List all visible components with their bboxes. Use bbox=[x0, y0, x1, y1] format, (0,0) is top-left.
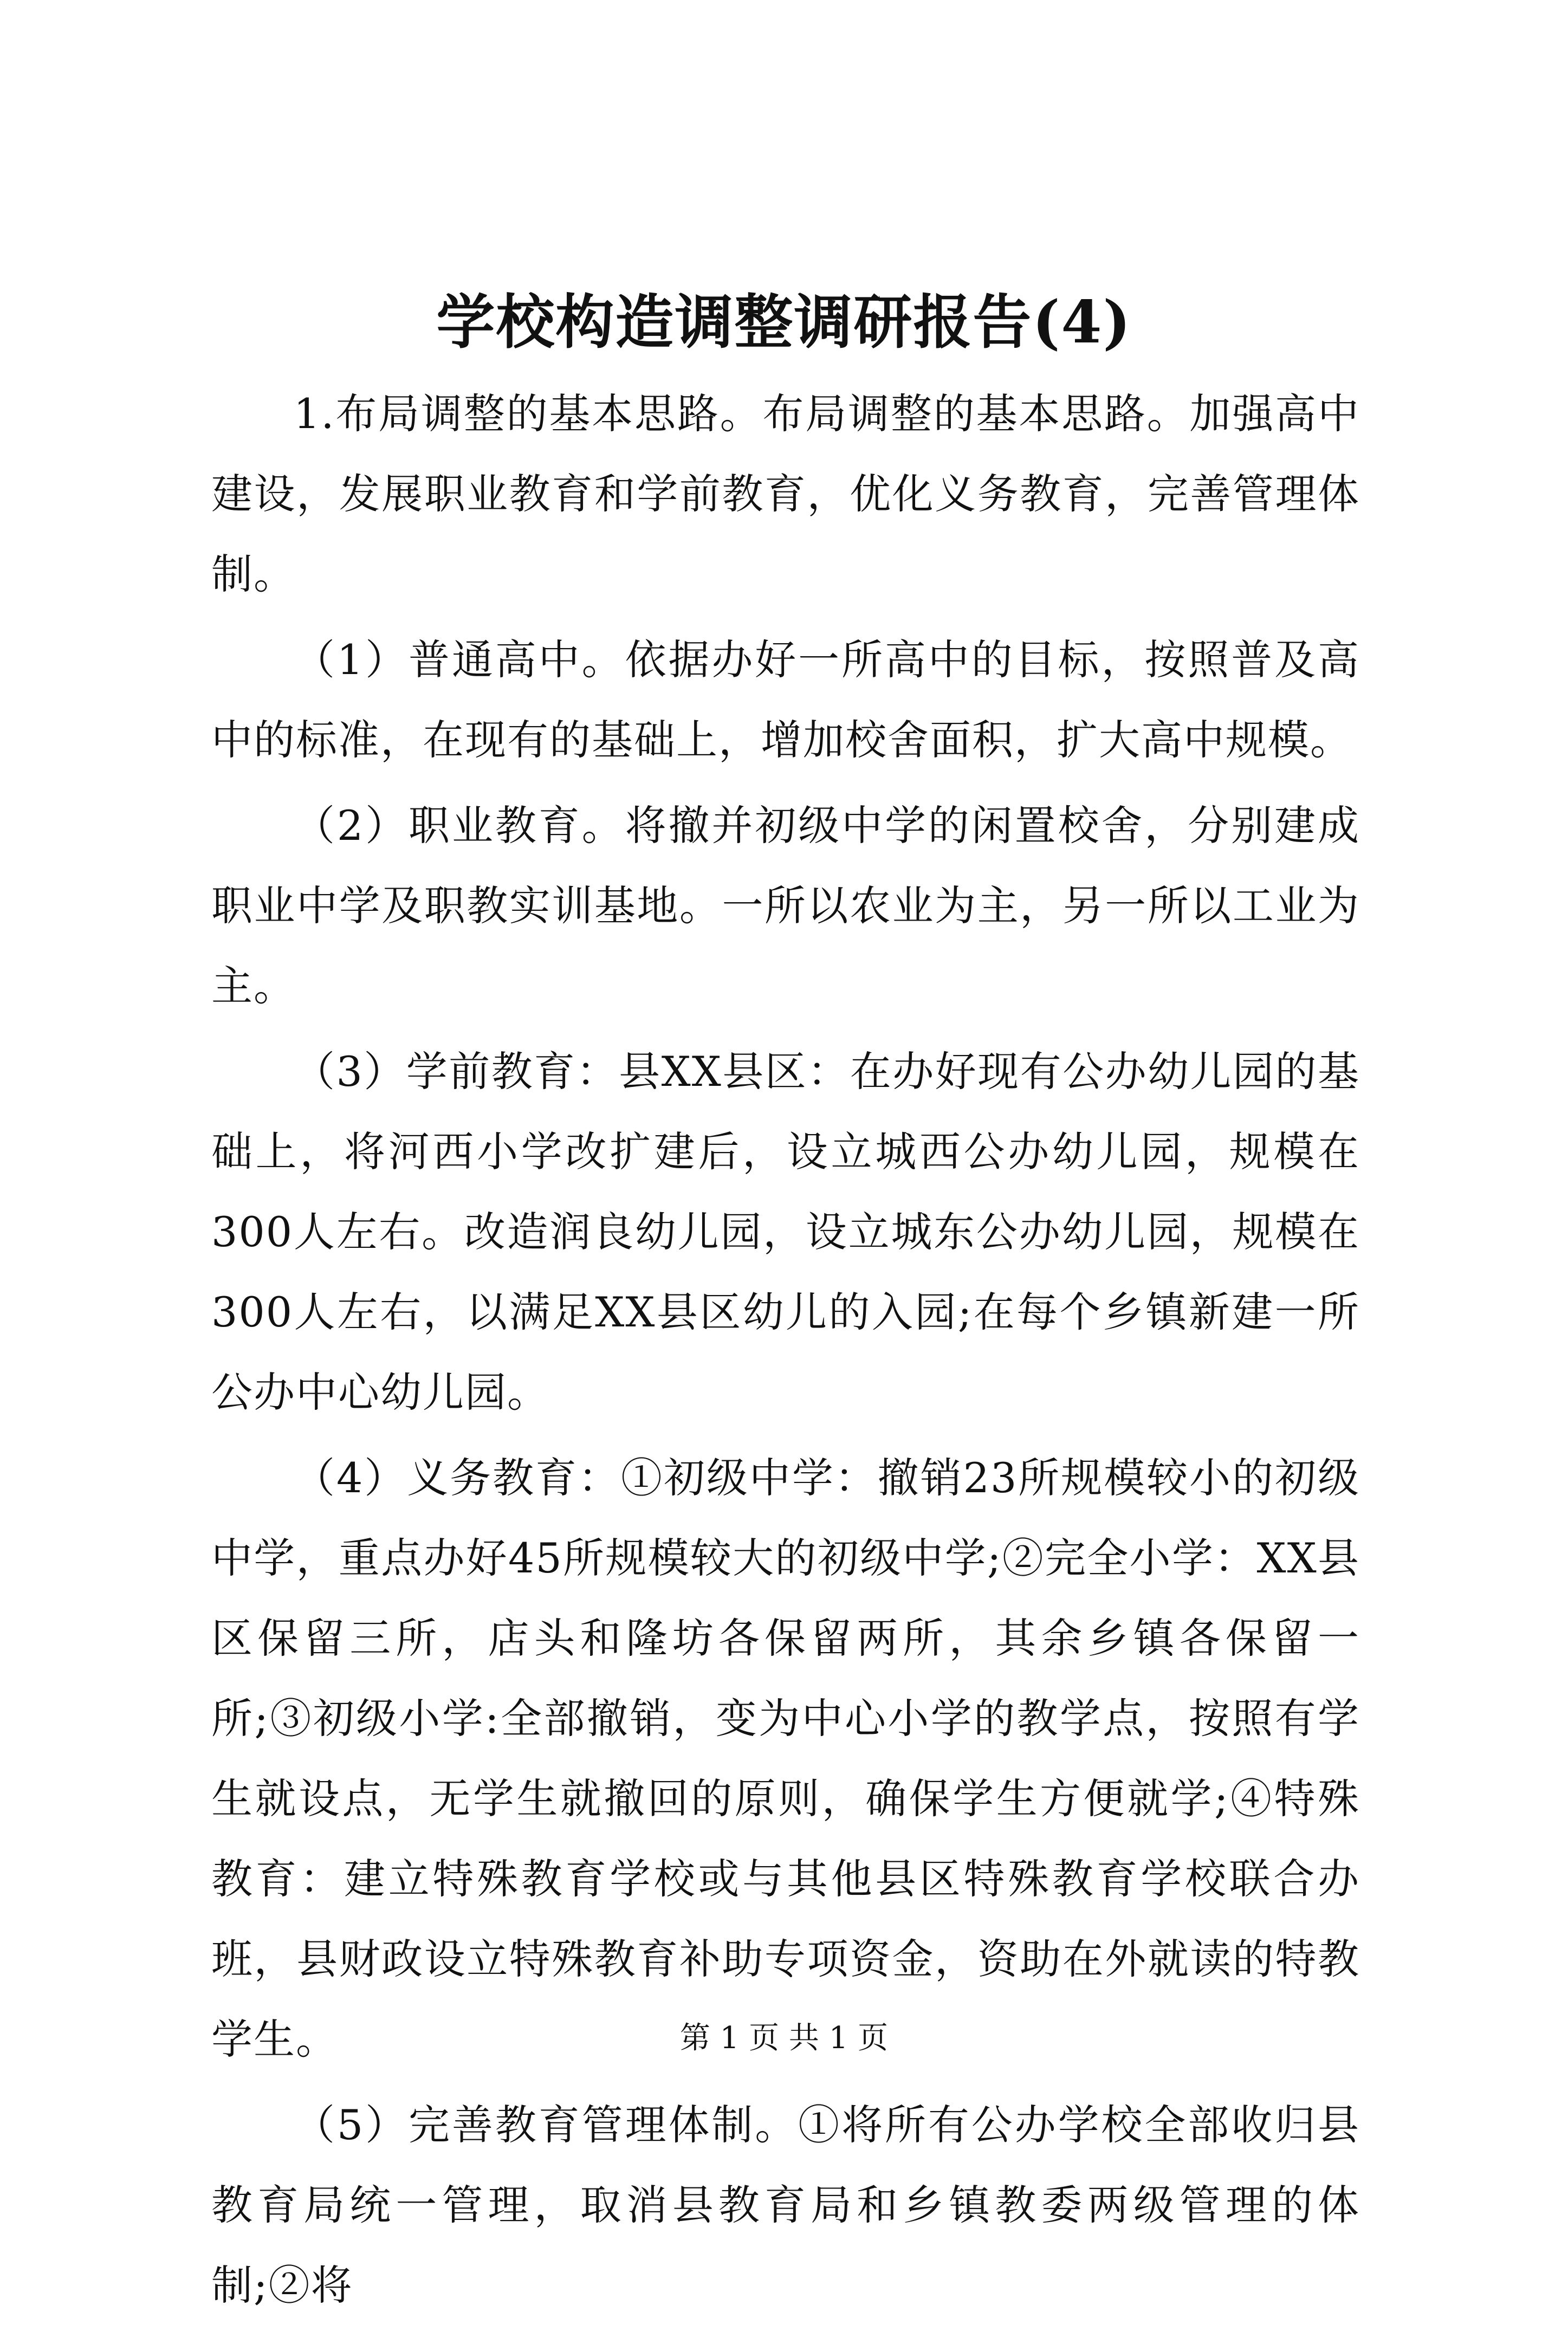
paragraph-preschool: （3）学前教育：县XX县区：在办好现有公办幼儿园的基础上，将河西小学改扩建后，设立城西公办幼儿园，规模在300人左右。改造润良幼儿园，设立城东公办幼儿园，规模在300人左右，以满足XX县区幼儿的入园;在每个乡镇新建一所公办中心幼儿园。 bbox=[211, 1047, 1360, 1416]
paragraph-compulsory: （4）义务教育：①初级中学：撤销23所规模较小的初级中学，重点办好45所规模较大的初级中学;②完全小学：XX县区保留三所，店头和隆坊各保留两所，其余乡镇各保留一所;③初级小学:全部撤销，变为中心小学的教学点，按照有学生就设点，无学生就撤回的原则，确保学生方便就学;④特殊教育：建立特殊教育学校或与其他县区特殊教育学校联合办班，县财政设立特殊教育补助专项资金，资助在外就读的特教学生。 bbox=[211, 1454, 1360, 2063]
paragraph-layout-principles: 1.布局调整的基本思路。布局调整的基本思路。加强高中建设，发展职业教育和学前教育，优化义务教育，完善管理体制。 bbox=[211, 390, 1360, 598]
paragraph-management: （5）完善教育管理体制。①将所有公办学校全部收归县教育局统一管理，取消县教育局和乡镇教委两级管理的体制;②将 bbox=[211, 2101, 1360, 2309]
paragraph-senior-high: （1）普通高中。依据办好一所高中的目标，按照普及高中的标准，在现有的基础上，增加校舍面积，扩大高中规模。 bbox=[211, 636, 1360, 764]
paragraph-vocational: （2）职业教育。将撤并初级中学的闲置校舍，分别建成职业中学及职教实训基地。一所以农业为主，另一所以工业为主。 bbox=[211, 801, 1360, 1010]
page-footer: 第 1 页 共 1 页 bbox=[679, 2021, 889, 2056]
document-title: 学校构造调整调研报告(4) bbox=[436, 288, 1132, 357]
